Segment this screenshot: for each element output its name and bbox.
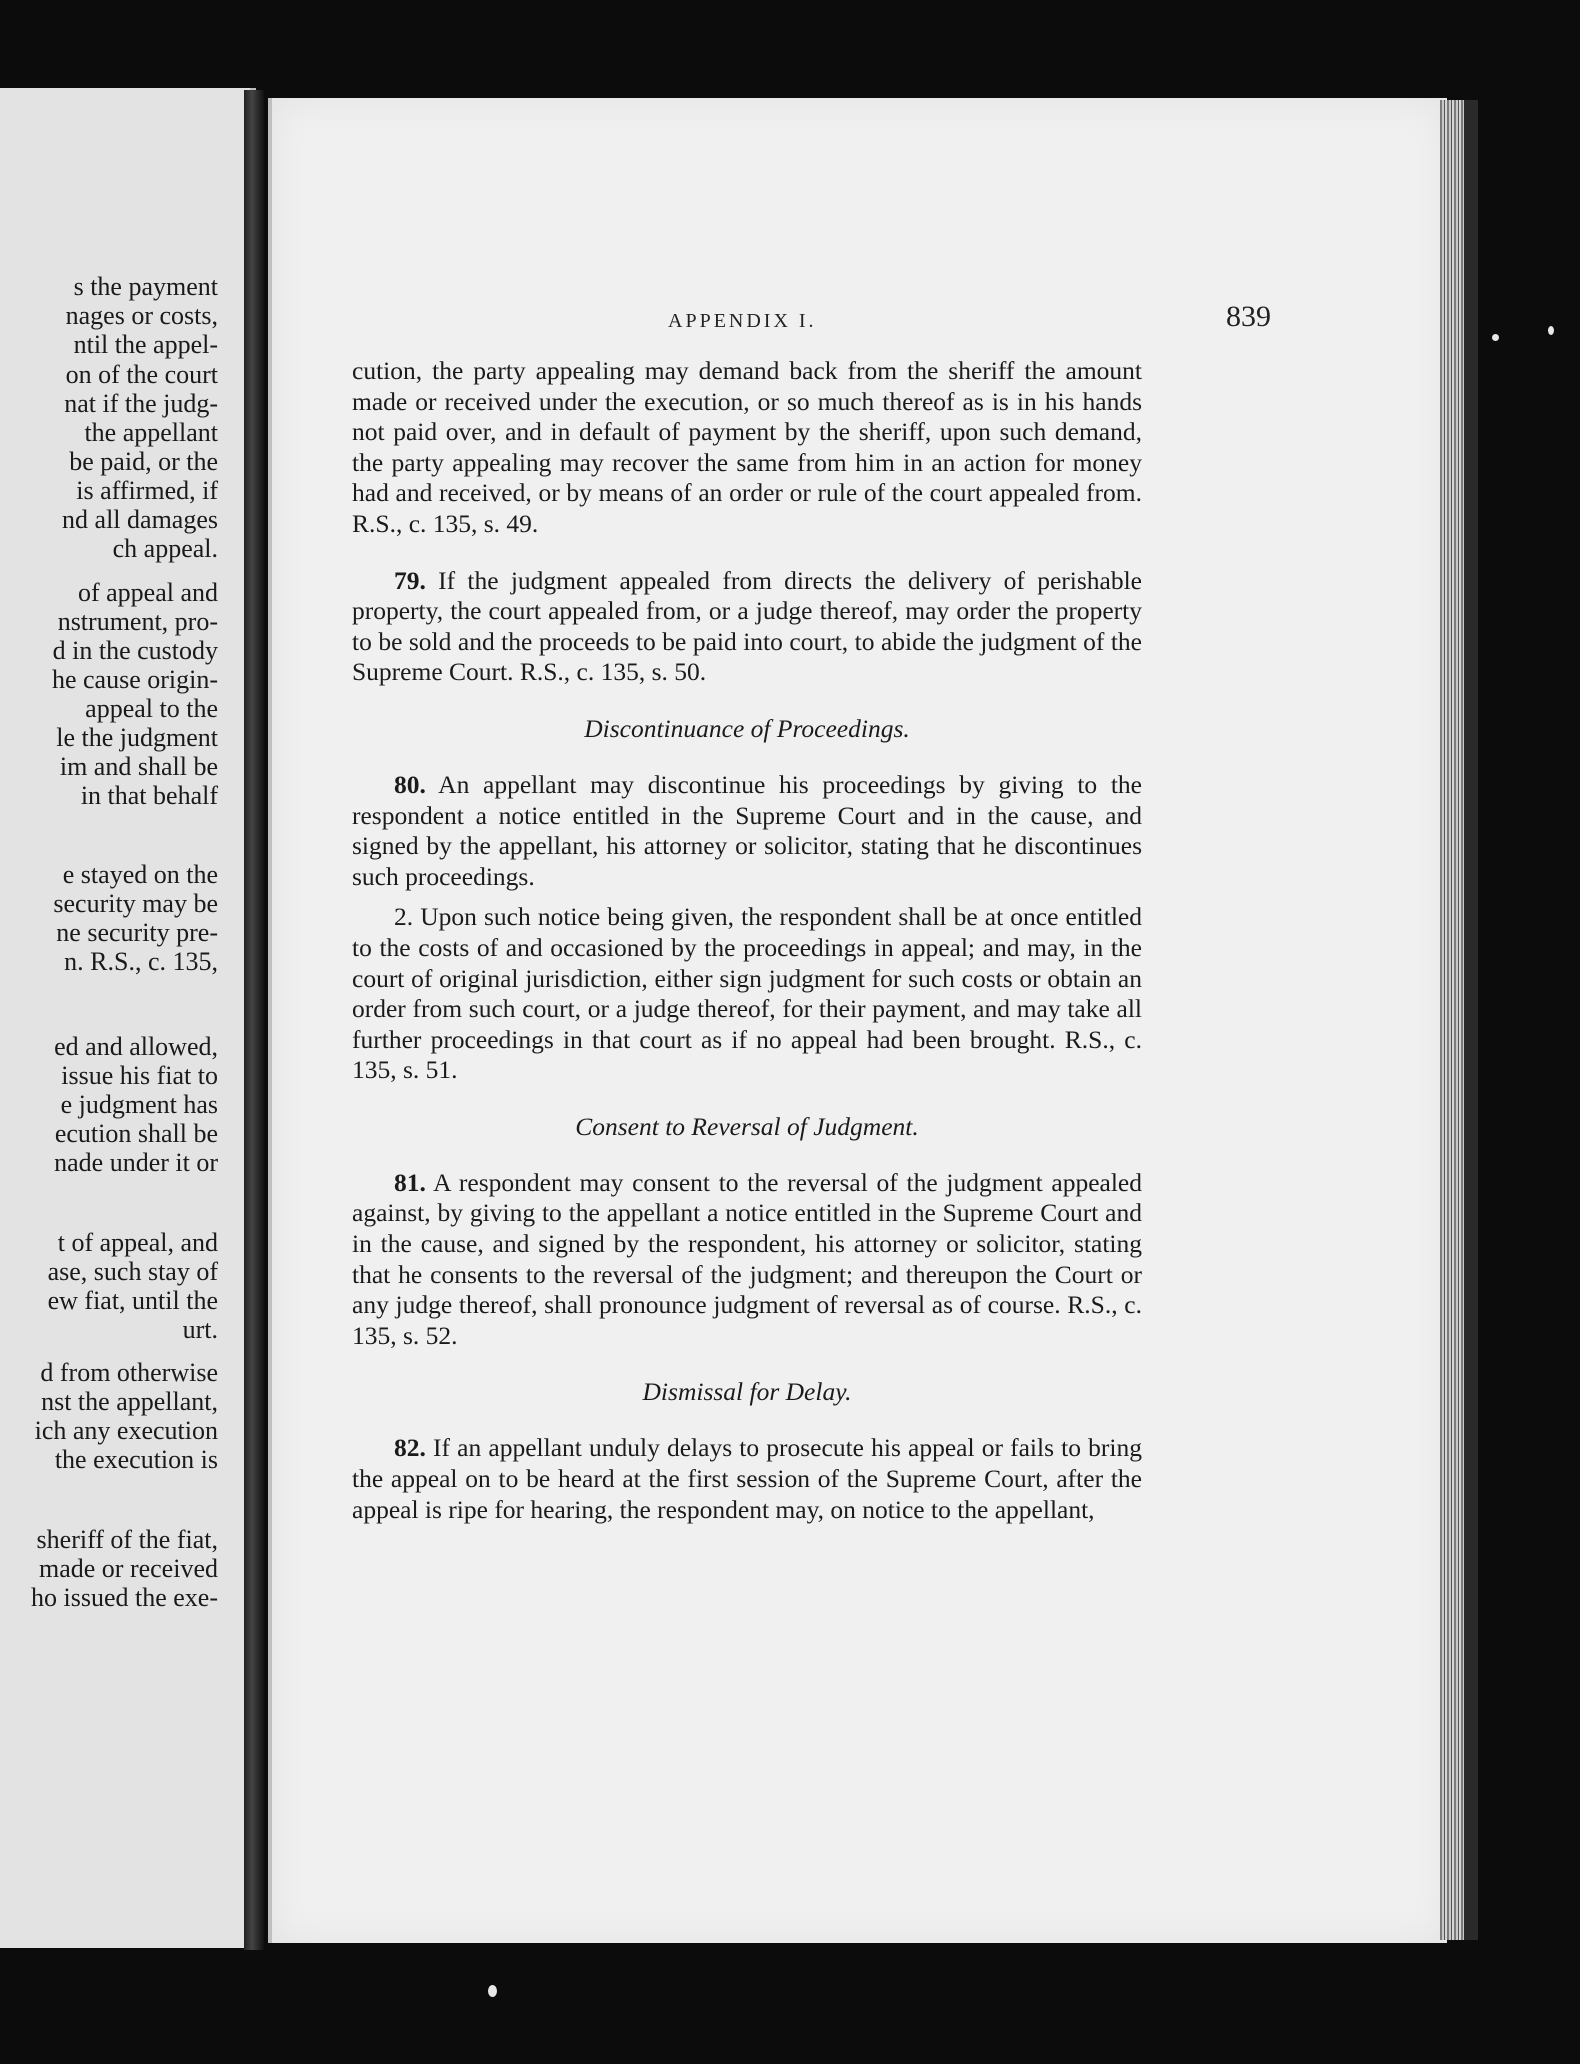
left-page-line: ew fiat, until the <box>47 1286 218 1315</box>
section-text: A respondent may consent to the reversal of the judgment appealed against, by giving to the appellant a notice entitled in the Supreme Court and in the cause, and signed by the respondent, his attorney or solicitor, stating that he consents to the reversal of the judgment; and thereupon the Court or any judge thereof, shall pronounce judgment of reversal as of course. R.S., c. 135, s. 52. <box>352 1167 1142 1350</box>
left-page-line: ed and allowed, <box>54 1032 218 1061</box>
section-text: If the judgment appealed from directs the delivery of perishable property, the court appealed from, or a judge thereof, may order the property to be sold and the proceeds to be paid into court, to abide the judgment of the Supreme Court. R.S., c. 135, s. 50. <box>352 565 1142 687</box>
left-page-line: e judgment has <box>60 1090 218 1119</box>
left-page-line: sheriff of the fiat, <box>36 1525 218 1554</box>
left-page-line: ntil the appel- <box>73 330 218 359</box>
left-page-line: nstrument, pro- <box>57 607 218 636</box>
page-edges <box>1440 100 1464 1940</box>
book-cover-edge <box>1464 100 1478 1940</box>
left-page-line: the execution is <box>54 1445 218 1474</box>
left-facing-page <box>0 88 256 1948</box>
section-82 <box>352 1433 1142 1525</box>
left-page-line: nages or costs, <box>65 301 218 330</box>
page-number: 839 <box>1226 300 1271 333</box>
left-page-line: the appellant <box>84 418 218 447</box>
left-page-line: be paid, or the <box>69 447 218 476</box>
section-80-subsection-2: 2. Upon such notice being given, the respondent shall be at once entitled to the costs of and occasioned by the proceedings in appeal; and may, in the court of original jurisdiction, either sign judgment for such costs or obtain an order from such court, or a judge thereof, for their payment, and may take all further proceedings in that court as if no appeal had been brought. R.S., c. 135, s. 51. <box>352 902 1142 1085</box>
running-head: APPENDIX I. <box>668 310 817 332</box>
left-page-line: nst the appellant, <box>41 1387 218 1416</box>
left-page-line: made or received <box>38 1554 218 1583</box>
left-page-line: issue his fiat to <box>61 1061 218 1090</box>
left-page-line: security may be <box>53 889 218 918</box>
section-text: If an appellant unduly delays to prosecute his appeal or fails to bring the appeal on to be heard at the first session of the Supreme Court, after the appeal is ripe for hearing, the respondent may, on notice to the appellant, <box>352 1433 1142 1524</box>
continued-paragraph: cution, the party appealing may demand back from the sheriff the amount made or received under the execution, or so much thereof as is in his hands not paid over, and in default of payment by the sheriff, upon such demand, the party appealing may recover the same from him in an action for money had and received, or by means of an order or rule of the court appealed from. R.S., c. 135, s. 49. <box>352 356 1142 538</box>
body-text <box>352 356 1142 1525</box>
left-page-line: n. R.S., c. 135, <box>64 947 218 976</box>
heading-consent: Consent to Reversal of Judgment. <box>575 1111 919 1141</box>
left-page-line: ne security pre- <box>56 918 218 947</box>
background-speck <box>1548 326 1554 335</box>
left-page-line: d from otherwise <box>40 1358 218 1387</box>
left-page-line: ich any execution <box>34 1416 218 1445</box>
heading-discontinuance: Discontinuance of Proceedings. <box>584 713 910 743</box>
book-gutter <box>244 90 264 1950</box>
left-page-line: nat if the judg- <box>64 389 218 418</box>
section-81 <box>352 1168 1142 1352</box>
left-page-line: is affirmed, if <box>76 476 218 505</box>
left-page-line: d in the custody <box>52 636 218 665</box>
section-text: An appellant may discontinue his proceedings by giving to the respondent a notice entitled in the Supreme Court and in the cause, and signed by the appellant, his attorney or solicitor, stating that he discontinues such proceedings. <box>352 769 1142 891</box>
left-page-line: appeal to the <box>85 694 218 723</box>
left-page-line: ho issued the exe- <box>30 1583 218 1612</box>
left-page-line: e stayed on the <box>62 860 218 889</box>
left-page-line: urt. <box>182 1315 218 1344</box>
background-speck <box>1492 334 1499 341</box>
left-page-line: le the judgment <box>56 723 218 752</box>
section-80 <box>352 770 1142 892</box>
left-page-line: s the payment <box>73 272 218 301</box>
section-number: 79. <box>394 565 426 595</box>
left-page-line: ch appeal. <box>112 534 218 563</box>
left-page-line: of appeal and <box>77 578 218 607</box>
left-page-line: ase, such stay of <box>47 1257 218 1286</box>
left-page-line: t of appeal, and <box>57 1228 218 1257</box>
left-page-line: ecution shall be <box>54 1119 218 1148</box>
left-page-line: in that behalf <box>80 781 218 810</box>
left-page-line: on of the court <box>65 360 218 389</box>
section-number: 82. <box>394 1433 426 1463</box>
left-page-line: he cause origin- <box>51 665 218 694</box>
left-page-line: nd all damages <box>62 505 218 534</box>
left-page-line: nade under it or <box>54 1148 218 1177</box>
section-number: 80. <box>394 769 426 799</box>
section-79 <box>352 566 1142 688</box>
background-speck <box>488 1985 497 1997</box>
left-page-line: im and shall be <box>59 752 218 781</box>
heading-dismissal: Dismissal for Delay. <box>642 1377 852 1407</box>
section-number: 81. <box>394 1167 426 1197</box>
